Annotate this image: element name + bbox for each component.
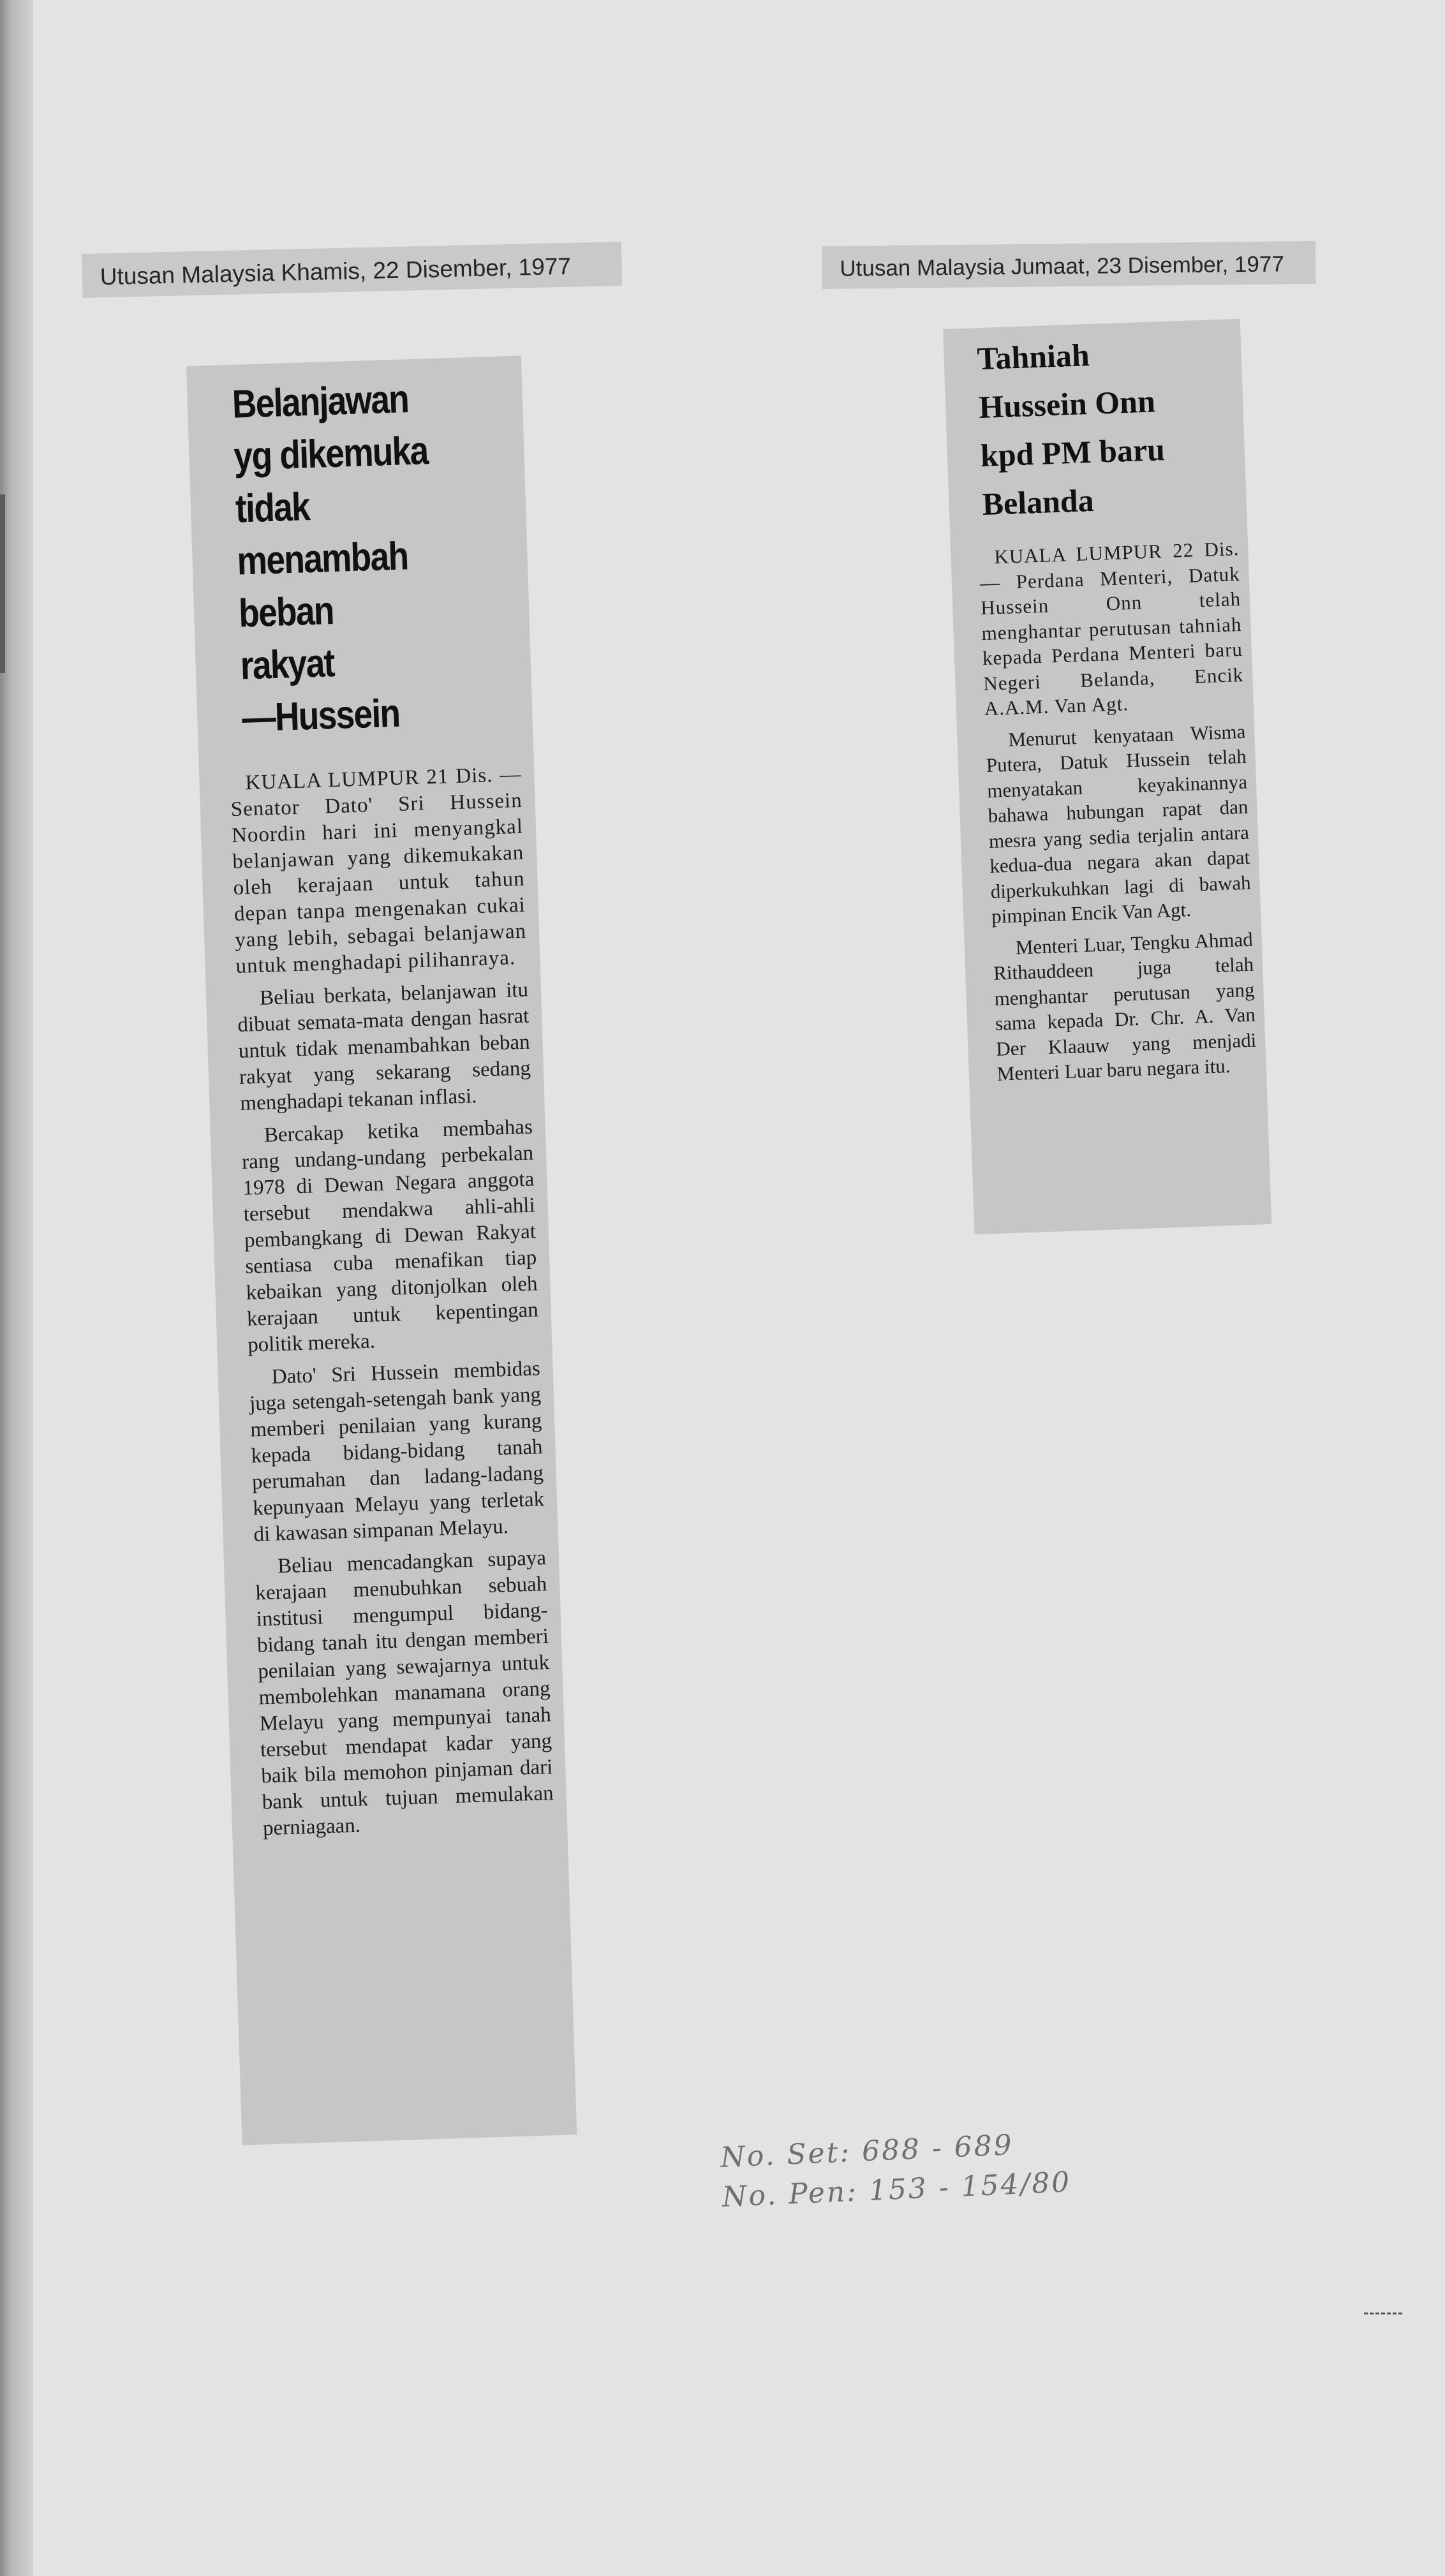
headline-line: kpd PM baru — [979, 431, 1166, 474]
handwritten-reference-note — [720, 2123, 1072, 2217]
article-paragraph: Menurut kenyataan Wisma Putera, Datuk Hussein telah menyatakan keyakinannya bahawa hubungan rapat dan mesra yang sedia terjalin antara kedua-dua negara akan dapat diperkukuhkan lagi di bawah pimpinan Encik Van Agt. — [986, 720, 1252, 928]
headline-line: Belanda — [981, 482, 1095, 522]
headline-line: yg dikemuka — [233, 429, 429, 479]
headline-line: Hussein Onn — [978, 383, 1156, 426]
article-body-congratulations — [979, 536, 1257, 1086]
source-label-right: Utusan Malaysia Jumaat, 23 Disember, 1977 — [822, 241, 1316, 289]
article-paragraph: Dato' Sri Hussein membidas juga setengah-setengah bank yang memberi penilaian yang kurang kepada bidang-bidang tanah perumahan dan ladang-ladang kepunyaan Melayu yang terletak di kawasan simpanan Melayu. — [249, 1357, 545, 1546]
handwritten-line-pen: No. Pen: 153 - 154/80 — [721, 2166, 1072, 2214]
pencil-dash-mark — [1364, 2313, 1402, 2314]
binding-edge — [0, 0, 33, 2576]
article-paragraph: Beliau mencadangkan supaya kerajaan menubuhkan sebuah institusi mengumpul bidang-bidang tanah itu dengan memberi penilaian yang sewajarnya untuk membolehkan manamana orang Melayu yang mempunyai tanah tersebut mendapat kadar yang baik bila memohon pinjaman dari bank untuk tujuan memulakan perniagaan. — [255, 1546, 554, 1840]
binding-tab — [0, 494, 5, 673]
headline-line: rakyat — [239, 640, 335, 688]
article-paragraph: Beliau berkata, belanjawan itu dibuat semata-mata dengan hasrat untuk tidak menambahkan beban rakyat yang sekarang sedang menghadapi tekanan inflasi. — [237, 978, 531, 1115]
newspaper-clipping-congratulations — [943, 319, 1271, 1234]
headline-line: —Hussein — [241, 691, 401, 741]
article-paragraph: Menteri Luar, Tengku Ahmad Rithauddeen juga telah menghantar perutusan yang sama kepada Dr. Chr. A. Van Der Klaauw yang menjadi Menteri Luar baru negara itu. — [993, 928, 1257, 1085]
newspaper-clipping-budget — [186, 356, 577, 2145]
article-paragraph: KUALA LUMPUR 21 Dis. — Senator Dato' Sri Hussein Noordin hari ini menyangkal belanjawan yang dikemukakan oleh kerajaan untuk tahun depan tanpa mengenakan cukai yang lebih, sebagai belanjawan untuk menghadapi pilihanraya. — [230, 762, 527, 979]
handwritten-line-set: No. Set: 688 - 689 — [720, 2128, 1014, 2174]
article-paragraph: Bercakap ketika membahas rang undang-undang perbekalan 1978 di Dewan Negara anggota tersebut mendakwa ahli-ahli pembangkang di Dewan Rakyat sentiasa cuba menafikan tiap kebaikan yang ditonjolkan oleh kerajaan untuk kepentingan politik mereka. — [241, 1115, 539, 1357]
article-body-budget — [230, 762, 555, 1842]
headline-line: menambah — [236, 534, 409, 584]
headline-budget — [232, 371, 495, 744]
headline-line: Belanjawan — [231, 377, 410, 427]
headline-line: beban — [238, 588, 334, 636]
article-paragraph: KUALA LUMPUR 22 Dis. — Perdana Menteri, Datuk Hussein Onn telah menghantar perutusan tahniah kepada Perdana Menteri baru Negeri Belanda, Encik A.A.M. Van Agt. — [979, 537, 1244, 720]
source-label-left: Utusan Malaysia Khamis, 22 Disember, 1977 — [82, 242, 622, 298]
headline-line: tidak — [234, 485, 310, 531]
headline-line: Tahniah — [976, 337, 1090, 377]
headline-congratulations — [976, 325, 1238, 528]
